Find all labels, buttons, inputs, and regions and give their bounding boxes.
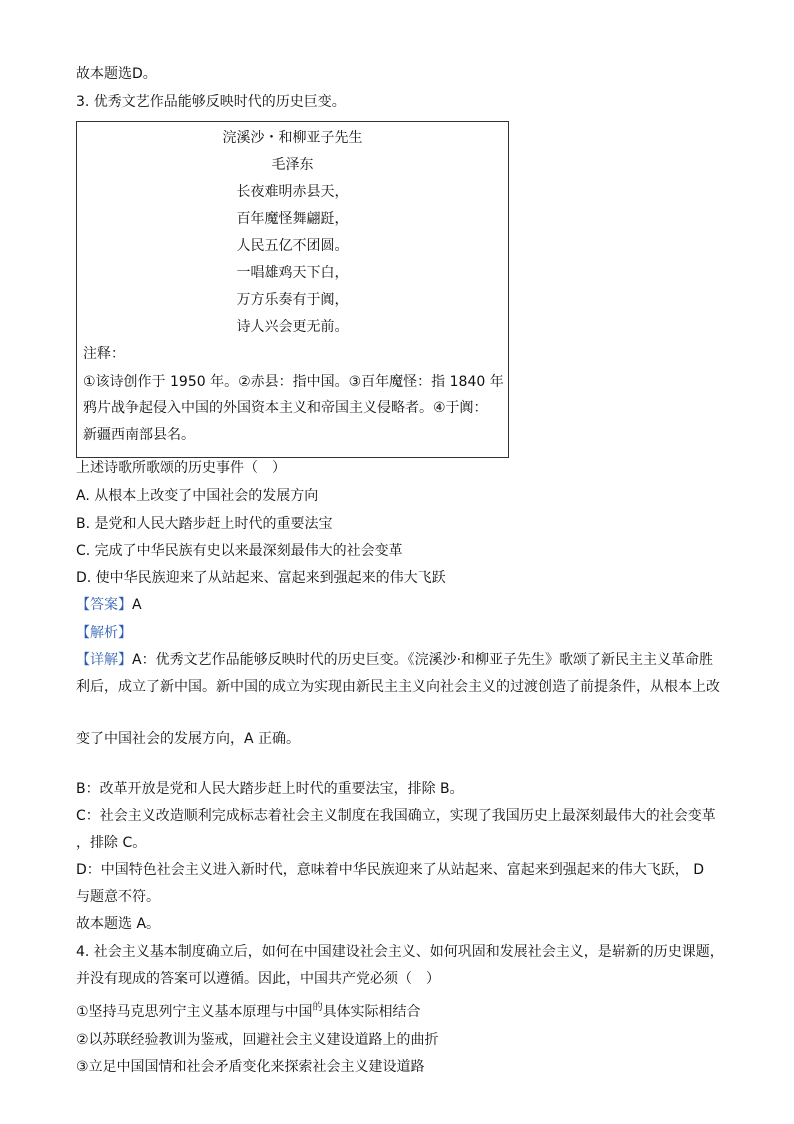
poem-note-line: 鸦片战争起侵入中国的外国资本主义和帝国主义侵略者。④于阗： [83,400,488,416]
question-4-stem: 4. 社会主义基本制度确立后，如何在中国建设社会主义、如何巩固和发展社会主义，是崭新的历史课题， [76,944,724,960]
poem-author: 毛泽东 [271,157,314,173]
option-b: B. 是党和人民大踏步赶上时代的重要法宝 [76,516,333,532]
question-4-option-2: ②以苏联经验教训为鉴戒，回避社会主义建设道路上的曲折 [76,1032,439,1048]
detail-line: 故本题选 A。 [76,916,161,932]
detail-line: 与题意不符。 [76,889,160,905]
question-3-prompt: 上述诗歌所歌颂的历史事件（ ） [76,460,286,476]
previous-answer: 故本题选D。 [76,66,157,82]
poem-note-line: 新疆西南部县名。 [83,427,195,443]
poem-line: 诗人兴会更无前。 [236,319,349,335]
detail-line: 变了中国社会的发展方向，A 正确。 [76,731,301,747]
option-1-text-end: 具体实际相结合 [322,1004,421,1020]
poem-line: 人民五亿不团圆。 [236,238,349,254]
option-1-superscript: 的 [312,1002,323,1013]
poem-box [76,121,509,458]
poem-line: 万方乐奏有于阗， [236,292,349,308]
analysis-label: 【解析】 [76,625,132,641]
detail-line: B：改革开放是党和人民大踏步赶上时代的重要法宝，排除 B。 [76,781,464,797]
poem-notes-label: 注释： [83,346,125,362]
poem-title: 浣溪沙・和柳亚子先生 [222,130,363,146]
poem-line: 百年魔怪舞翩跹， [236,211,349,227]
option-a: A. 从根本上改变了中国社会的发展方向 [76,488,319,504]
detail-line [76,650,713,670]
option-c: C. 完成了中华民族有史以来最深刻最伟大的社会变革 [76,543,403,559]
option-d: D. 使中华民族迎来了从站起来、富起来到强起来的伟大飞跃 [76,570,446,586]
option-1-text: ①坚持马克思列宁主义基本原理与中国 [76,1004,313,1020]
question-4-option-1 [76,1002,421,1022]
detail-line: 利后，成立了新中国。新中国的成立为实现由新民主主义向社会主义的过渡创造了前提条件，从根本上改 [76,679,720,695]
question-4-stem: 并没有现成的答案可以遵循。因此，中国共产党必须（ ） [76,971,440,987]
answer-line [76,595,142,615]
detail-line: D：中国特色社会主义进入新时代，意味着中华民族迎来了从站起来、富起来到强起来的伟大飞跃， D [76,862,705,878]
detail-line: C：社会主义改造顺利完成标志着社会主义制度在我国确立，实现了我国历史上最深刻最伟大的社会变革 [76,808,716,824]
poem-line: 长夜难明赤县天， [236,184,349,200]
detail-label: 【详解】 [76,652,132,668]
question-3-stem: 3. 优秀文艺作品能够反映时代的历史巨变。 [76,94,346,110]
poem-line: 一唱雄鸡天下白， [236,265,349,281]
question-4-option-3: ③立足中国国情和社会矛盾变化来探索社会主义建设道路 [76,1059,425,1075]
answer-value: A [132,597,142,613]
detail-line: ，排除 C。 [76,835,147,851]
detail-text: A：优秀文艺作品能够反映时代的历史巨变。《浣溪沙·和柳亚子先生》歌颂了新民主主义革命胜 [132,652,714,668]
poem-note-line: ①该诗创作于 1950 年。②赤县：指中国。③百年魔怪：指 1840 年 [83,374,504,390]
answer-label: 【答案】 [76,597,132,613]
